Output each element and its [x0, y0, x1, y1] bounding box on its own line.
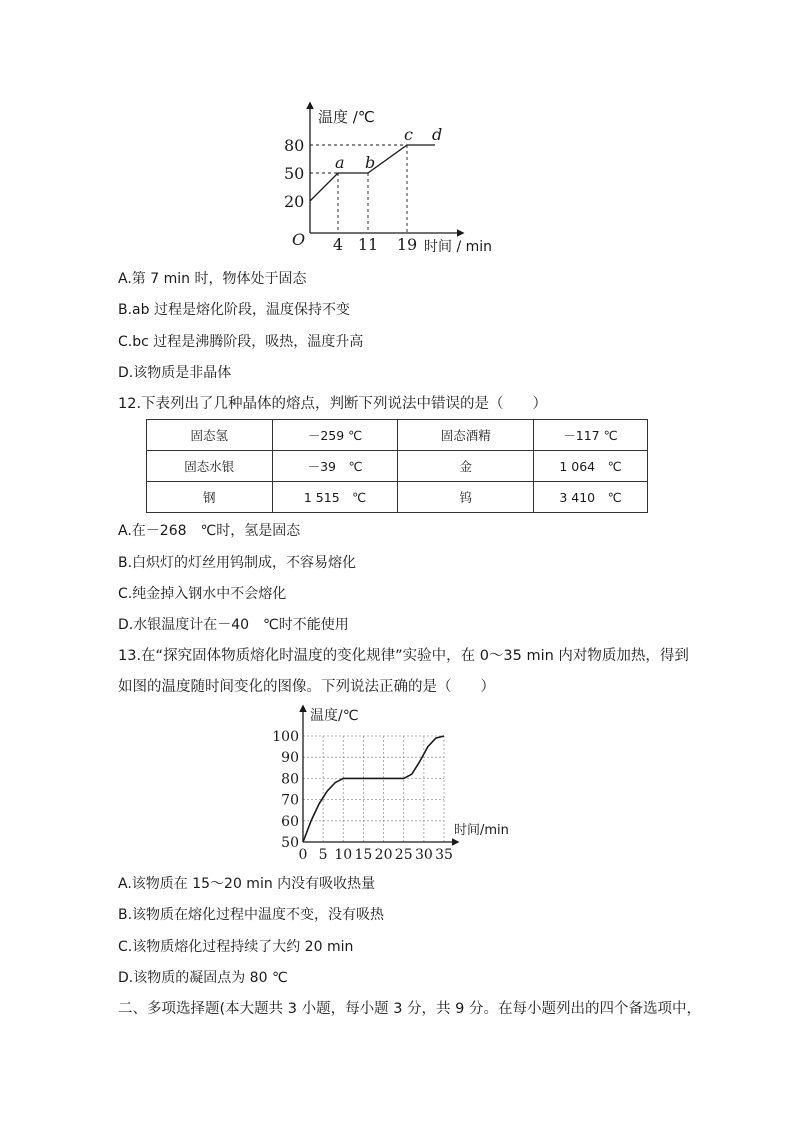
q13-y-label: 温度/℃ [310, 708, 359, 724]
q13-x-tick: 10 [334, 847, 353, 863]
table-cell: 固态水银 [147, 451, 273, 482]
q11-y-tick: 80 [284, 136, 305, 155]
q13-y-tick: 50 [281, 835, 299, 851]
q11-x-tick: 19 [396, 235, 418, 254]
section-2-heading: 二、多项选择题(本大题共 3 小题，每小题 3 分，共 9 分。在每小题列出的四个备选项中， [118, 1001, 701, 1017]
q12-option-a: A.在－268 ℃时，氢是固态 [118, 523, 301, 539]
q11-point-label: c [404, 125, 413, 144]
q11-point-label: a [335, 153, 345, 172]
q12-option-b: B.白炽灯的灯丝用钨制成，不容易熔化 [118, 555, 357, 571]
melting-point-table [146, 419, 648, 513]
q13-stem-line2: 如图的温度随时间变化的图像。下列说法正确的是（ ） [118, 679, 495, 695]
q11-option-a: A.第 7 min 时，物体处于固态 [118, 271, 307, 287]
table-cell: －117 ℃ [533, 420, 647, 451]
table-row [147, 420, 648, 451]
table-cell: 钢 [147, 482, 273, 513]
q11-origin-label: O [292, 230, 306, 249]
table-row [147, 482, 648, 513]
table-cell: 1 064 ℃ [533, 451, 647, 482]
q13-x-tick: 0 [298, 847, 308, 863]
q13-x-tick: 5 [318, 847, 328, 863]
q13-x-tick: 15 [354, 847, 373, 863]
q12-stem: 12.下表列出了几种晶体的熔点，判断下列说法中错误的是（ ） [118, 396, 548, 412]
q11-x-tick: 11 [357, 235, 379, 254]
q13-y-tick: 80 [281, 771, 299, 788]
q12-option-c: C.纯金掉入钢水中不会熔化 [118, 586, 287, 602]
table-cell: 1 515 ℃ [272, 482, 398, 513]
q11-option-b: B.ab 过程是熔化阶段，温度保持不变 [118, 302, 350, 318]
q13-x-label: 时间/min [454, 823, 509, 838]
q13-chart [262, 700, 534, 865]
table-cell: 钨 [398, 482, 533, 513]
q11-y-tick: 50 [284, 164, 305, 183]
q13-y-tick: 90 [281, 750, 299, 767]
q11-point-label: d [432, 125, 443, 144]
q13-y-tick: 70 [281, 792, 299, 809]
table-cell: －39 ℃ [272, 451, 398, 482]
table-cell: 金 [398, 451, 533, 482]
q13-x-tick: 35 [435, 847, 453, 863]
q13-option-c: C.该物质熔化过程持续了大约 20 min [118, 939, 354, 955]
q13-option-a: A.该物质在 15～20 min 内没有吸收热量 [118, 876, 376, 892]
q13-y-tick: 100 [272, 729, 299, 745]
q13-y-tick: 60 [281, 813, 299, 830]
q11-x-tick: 4 [332, 235, 344, 254]
q13-option-b: B.该物质在熔化过程中温度不变，没有吸热 [118, 907, 385, 923]
q13-x-tick: 20 [374, 847, 393, 863]
q13-option-d: D.该物质的凝固点为 80 ℃ [118, 970, 288, 986]
table-row [147, 451, 648, 482]
q13-stem-line1: 13.在“探究固体物质熔化时温度的变化规律”实验中，在 0～35 min 内对物质加热，得到 [118, 648, 689, 664]
table-cell: －259 ℃ [272, 420, 398, 451]
q13-curve [303, 736, 444, 842]
table-cell: 固态氢 [147, 420, 273, 451]
q12-option-d: D.水银温度计在－40 ℃时不能使用 [118, 617, 349, 633]
table-cell: 3 410 ℃ [533, 482, 647, 513]
q11-option-c: C.bc 过程是沸腾阶段，吸热，温度升高 [118, 334, 364, 350]
q11-option-d: D.该物质是非晶体 [118, 365, 232, 381]
q13-x-tick: 30 [414, 847, 433, 863]
q11-y-tick: 20 [284, 192, 305, 211]
table-cell: 固态酒精 [398, 420, 533, 451]
q11-y-label: 温度 /℃ [318, 108, 375, 126]
q11-point-label: b [365, 153, 376, 172]
q13-x-tick: 25 [394, 847, 413, 863]
q11-chart [280, 95, 520, 260]
q11-x-label: 时间 / min [424, 239, 493, 255]
